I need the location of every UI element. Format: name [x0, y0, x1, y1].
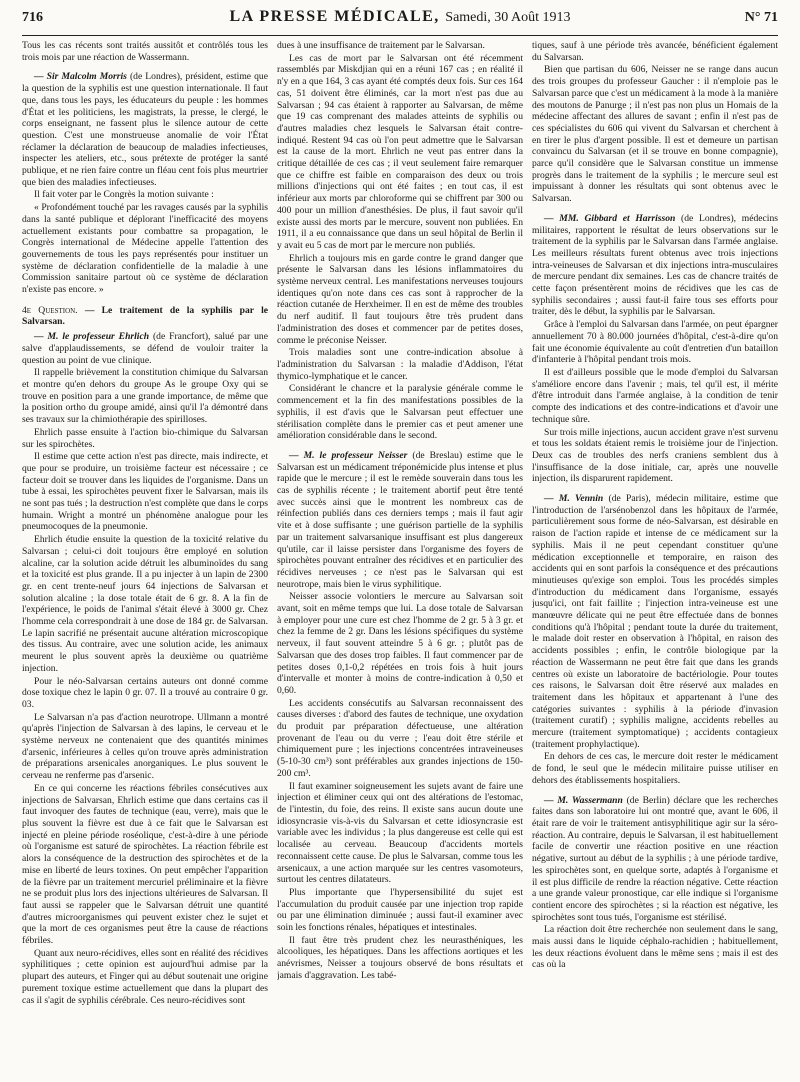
paragraph: Ehrlich passe ensuite à l'action bio-chimique du Salvarsan sur les spirochètes.	[22, 426, 268, 450]
page-number: 716	[22, 10, 43, 25]
speaker-name: — Sir Malcolm Morris	[34, 71, 127, 83]
speaker-text: (de Francfort), salué par une salve d'applaudissements, se défend de vouloir traiter la question au point de vue clinique.	[22, 331, 268, 366]
paragraph: Trois maladies sont une contre-indication absolue à l'administration du Salvarsan : la maladie d'Addison, l'état thymico-lymphatique et le cancer.	[277, 347, 523, 382]
paragraph: Il faut examiner soigneusement les sujets avant de faire une injection et éliminer ceux qui ont des altérations de l'estomac, de l'intestin, du foie, des reins. Il existe sans aucun doute une idiosyncrasie vis-à-vis du Salvarsan et cette idiosyncrasie est variable avec les individus ; la plus dangereuse est celle qui est localisée au cerveau. Beaucoup d'accidents mortels reconnaissent cette cause. De plus le Salvarsan, comme tous les arsenicaux, a une action marquée sur les centres vasomoteurs, surtout les centres dilatateurs.	[277, 780, 523, 886]
speaker-name: — M. Wassermann	[544, 794, 623, 806]
paragraph: En ce qui concerne les réactions fébriles consécutives aux injections de Salvarsan, Ehrlich estime que dans certains cas il faut invoquer des fautes de technique (eau, verre), mais que le plus souvent la fièvre est due à ce fait que le Salvarsan est injecté en pleine période roséolique, c'est-à-dire à une période où l'organisme est saturé de spirochètes. La réaction fébrile est alors la conséquence de la destruction des spirochètes et de la mise en liberté de leurs toxines. On peut empêcher l'apparition de la fièvre par un traitement mercuriel préliminaire et la fièvre ne se produit plus lors des injections ultérieures de Salvarsan. Il faut aussi se rappeler que le Salvarsan détruit une quantité d'autres microorganismes qui peuvent exister chez le sujet et que la mort de ces organismes peut être la cause de réactions fébriles.	[22, 782, 268, 947]
paragraph: Il rappelle brièvement la constitution chimique du Salvarsan et montre qu'en dehors du groupe As le groupe Oxy qui se trouve en position para a une grande importance, de même que la position ortho du groupe amidé, ainsi qu'il l'a démontré dans ses travaux sur la chimiothérapie des spirilloses.	[22, 367, 268, 426]
section-heading	[22, 305, 268, 328]
paragraph: Le Salvarsan n'a pas d'action neurotrope. Ullmann a montré qu'après l'injection de Salvarsan à des lapins, le cerveau et le système nerveux ne contenaient que des quantités minimes d'arsenic, inférieures à celles qu'on trouve après administration de préparations arsenicales anorganiques. Le plus souvent le cerveau ne renferme pas d'arsenic.	[22, 711, 268, 782]
wassermann-paragraph	[532, 795, 778, 924]
speaker-text: (de Londres), président, estime que la question de la syphilis est une question internationale. Il faut que, dans tous les pays, les éducateurs du peuple : les hommes d'État et les politiciens, les magistrats, la presse, le clergé, le corps enseignant, ne fassent plus le silence autour de cette question. C'est une monstrueuse anomalie de voir l'État réclamer la déclaration de beaucoup de maladies infectieuses, inspecter les ateliers, etc., sous prétexte de protéger la santé publique, et ne rien faire contre un fléau cent fois plus meurtrier que bien des maladies infectieuses.	[22, 71, 268, 188]
masthead	[22, 8, 778, 36]
paragraph: Grâce à l'emploi du Salvarsan dans l'armée, on peut épargner annuellement 70 à 80.000 journées d'hôpital, c'est-à-dire qu'on fait une économie équivalente au coût d'entretien d'un bataillon d'infanterie à l'hôpital pendant trois mois.	[532, 319, 778, 366]
speaker-text: (de Paris), médecin militaire, estime que l'introduction de l'arsénobenzol dans les hôpitaux de l'armée, particulièrement sous forme de néo-Salvarsan, est désirable en raison de l'action rapide et intense de ce médicament sur la syphilis. Mais il ne peut cependant constituer qu'une médication exceptionnelle et temporaire, en raison des accidents qui en sont parfois la conséquence et des précautions minutieuses qu'exige son emploi. Tous les procédés simples d'introduction du médicament dans l'organisme, essayés jusqu'ici, ont fait faillite ; l'injection intra-veineuse est une manœuvre délicate qui ne peut être effectuée dans de bonnes conditions qu'à l'hôpital ; pendant toute la durée du traitement, le malade doit rester en observation à l'hôpital, en raison des accidents possibles ; enfin, le contrôle biologique par la réaction de Wassermann ne peut être fait que dans les grands centres où existe un laboratoire de bactériologie. Pour toutes ces raisons, le Salvarsan doit être réservé aux malades en traitement dans les hôpitaux et appartenant à l'une des catégories suivantes : syphilis à la période d'invasion (traitement curatif) ; syphilis maligne, accidents rebelles au mercure (traitement symptomatique) ; accidents contagieux (traitement prophylactique).	[532, 493, 778, 750]
question-number: 4e Question.	[22, 304, 78, 316]
paragraph: Pour le néo-Salvarsan certains auteurs ont donné comme dose toxique chez le lapin 0 gr. 07. Il a trouvé au contraire 0 gr. 03.	[22, 675, 268, 710]
journal-name: LA PRESSE MÉDICALE,	[229, 8, 440, 25]
speaker-text: (de Londres), médecins militaires, rapportent le résultat de leurs observations sur le traitement de la syphilis par le Salvarsan dans l'armée anglaise. Les meilleurs résultats furent obtenus avec trois injections intra-veineuses de Salvarsan et dix injections intra-musculaires de mercure pendant dix semaines. Les cas de chancre traités de cette façon présentèrent moins de récidives que les cas de syphilis secondaires ; aussi faut-il faire tous ses efforts pour traiter, dès le début, la syphilis par le Salvarsan.	[532, 212, 778, 318]
paragraph: Il fait voter par le Congrès la motion suivante :	[34, 189, 214, 201]
paragraph: Bien que partisan du 606, Neisser ne se range dans aucun des trois groupes du professeur Gaucher : il n'emploie pas le Salvarsan parce que c'est un médicament à la mode à la manière des moutons de Panurge ; il n'est pas non plus un Homais de la médecine affectant des allures de savant ; enfin il n'est pas de ces spécialistes du 606 qui vivent du Salvarsan et cherchent à en tirer le plus d'argent possible. Il est et demeure un partisan convaincu du Salvarsan (et il se trouve en bonne compagnie), parce qu'il considère que le Salvarsan constitue un immense progrès dans le traitement de la syphilis ; le mercure seul est impuissant à donner les résultats qui sont obtenus avec le Salvarsan.	[532, 64, 778, 205]
journal-title	[82, 8, 718, 26]
paragraph: Neisser associe volontiers le mercure au Salvarsan soit avant, soit en même temps que lui. La dose totale de Salvarsan à employer pour une cure est chez l'homme de 2 gr. 5 à 3 gr. et chez la femme de 2 gr. Dans les lésions spécifiques du système nerveux, il faut souvent atteindre 5 à 6 gr. ; plutôt pas de Salvarsan que des doses trop faibles. Il faut commencer par de petites doses 0,1-0,2 répétées en trois fois à huit jours d'intervalle et monter à moins de contre-indication à 0,50 et 0,60.	[277, 591, 523, 696]
paragraph: Il faut être très prudent chez les neurasthéniques, les alcooliques, les hépatiques. Dans les affections aortiques et les anévrismes, Neisser a toujours observé de bons résultats et jamais d'aggravation. Les tabé-	[277, 934, 523, 981]
paragraph: Quant aux neuro-récidives, elles sont en réalité des récidives syphilitiques ; cette opinion est aujourd'hui admise par la plupart des auteurs, et Finger qui au début soutenait une origine purement toxique estime actuellement que dans la plupart des cas il s'agit de syphilis cérébrale. Ces neuro-récidives sont	[22, 947, 268, 1006]
question-title: — Le traitement de la syphilis par le Salvarsan.	[22, 304, 268, 328]
paragraph: Considérant le chancre et la paralysie générale comme le commencement et la fin des manifestations possibles de la syphilis, il est d'avis que le Salvarsan peut effectuer une stérilisation complète dans le premier cas et peut amener une amélioration considérable dans le second.	[277, 383, 523, 442]
speaker-name: — M. le professeur Ehrlich	[34, 331, 150, 343]
paragraph: Les cas de mort par le Salvarsan ont été récemment rassemblés par Miskdjian qui en a réuni 167 cas ; en réalité il n'y en a que 164, 3 cas ayant été comptés deux fois. Sur ces 164 cas, 51 doivent être éliminés, car la mort n'est pas due au Salvarsan ; 94 cas étaient à rapporter au Salvarsan, de même que 19 cas comprenant des malades atteints de syphilis ou d'autres maladies chez lesquels le Salvarsan était contre-indiqué. Restent 94 cas où l'on peut admettre que le Salvarsan est la cause de la mort. Ehrlich ne veut pas entrer dans la critique détaillée de ces cas ; il veut seulement faire remarquer que ce chiffre est faible en comparaison des deux ou trois millions d'injections qui ont été faites ; en tout cas, il est inférieur aux morts par chloroforme qui se chiffrent par 300 ou 400 pour un million d'anesthésies. De plus, il faut savoir qu'il existe aussi des morts par le mercure, souvent non publiées. En 1911, il a eu connaissance que dans un seul hôpital de Berlin il y avait eu 5 cas de mort par le mercure non publiés.	[277, 52, 523, 251]
paragraph: Ehrlich a toujours mis en garde contre le grand danger que présente le Salvarsan dans les lésions inflammatoires du système nerveux central. Les manifestations nerveuses toujours identiques qu'on note dans ces cas sont à rapprocher de la réaction cutanée de Herxheimer. Il en est de même des troubles du nerf auditif. Il faut toujours être très prudent dans l'administration des doses et commencer par de petites doses, comme le préconise Neisser.	[277, 252, 523, 346]
speaker-text: (de Breslau) estime que le Salvarsan est un médicament tréponémicide plus intense et plus rapide que le mercure ; il est le remède souverain dans tous les cas de syphilis récente ; le traitement abortif peut être tenté avec succès ainsi que le montrent les nombreux cas de réinfection publiés dans ces derniers temps ; mais il faut agir vite et à dose suffisante ; une guérison partielle de la syphilis par un traitement salvarsanique insuffisant est plus dangereux qu'utile, car il laisse persister dans l'organisme des foyers de spirochètes pouvant entraîner des récidives et en particulier des récidives nerveuses ; ce n'est pas le Salvarsan qui est neurotrope, mais bien le virus syphilitique.	[277, 449, 523, 590]
column-1	[22, 40, 268, 1082]
paragraph: Il estime que cette action n'est pas directe, mais indirecte, et que pour se produire, un troisième facteur est nécessaire ; ce facteur doit se trouver dans les liquides de l'organisme. Dans un tube à essai, les spirochètes peuvent fixer le Salvarsan, mais ils ne sont pas tués ; la destruction n'est complète que dans le corps humain. Wright a montré un phénomène analogue pour les pneumocoques de la pneumonie.	[22, 451, 268, 533]
motion-quote: « Profondément touché par les ravages causés par la syphilis dans la santé publique et déplorant l'inefficacité des moyens actuellement existants pour combattre sa propagation, le Congrès international de Médecine appelle l'attention des gouvernements de tous les pays représentés pour instituer un système de déclaration confidentielle de la maladie à une Commission sanitaire partout où ce système de déclaration n'existe pas encore. »	[22, 202, 268, 296]
paragraph: La réaction doit être recherchée non seulement dans le sang, mais aussi dans le liquide céphalo-rachidien ; habituellement, les deux réactions évoluent dans le même sens ; mais il est des cas où la	[532, 924, 778, 971]
morris-paragraph	[22, 71, 268, 188]
paragraph: tiques, sauf à une période très avancée, bénéficient également du Salvarsan.	[532, 40, 778, 63]
speaker-name: — M. Vennin	[544, 493, 604, 505]
vennin-paragraph	[532, 493, 778, 750]
speaker-name: — MM. Gibbard et Harrisson	[544, 212, 676, 224]
paragraph: Plus importante que l'hypersensibilité du sujet est l'accumulation du produit causée par une injection trop rapide ou par une élimination diminuée ; aussi faut-il examiner avec soin les fonctions rénales, hépatiques et intestinales.	[277, 886, 523, 934]
speaker-name: — M. le professeur Neisser	[289, 449, 408, 461]
issue-number: N° 71	[744, 10, 778, 25]
paragraph: dues à une insuffisance de traitement par le Salvarsan.	[277, 40, 485, 51]
paragraph: En dehors de ces cas, le mercure doit rester le médicament de fond, le seul que le médecin militaire puisse utiliser en dehors des établissements hospitaliers.	[532, 751, 778, 786]
speaker-text: (de Berlin) déclare que les recherches faites dans son laboratoire lui ont montré que, avant le 606, il était rare de voir le traitement antisyphilitique agir sur la séro-réaction. Au contraire, depuis le Salvarsan, il est habituellement facile de convertir une réaction positive en une réaction négative, surtout au début de la syphilis ; à une période tardive, les spirochètes sont, en quelque sorte, adaptés à l'organisme et il est plus difficile de rendre la réaction négative. Cette réaction a une grande valeur pronostique, car elle indique si l'organisme contient encore des spirochètes ; si la réaction est négative, les spirochètes sont tous tués, l'organisme est stérilisé.	[532, 794, 778, 923]
article-columns	[22, 40, 778, 1082]
paragraph: Tous les cas récents sont traités aussitôt et contrôlés tous les trois mois par une réaction de Wassermann.	[22, 40, 268, 63]
neisser-paragraph	[277, 450, 523, 590]
paragraph: Ehrlich étudie ensuite la question de la toxicité relative du Salvarsan ; celui-ci doit toujours être employé en solution alcaline, car la solution acide détruit les albuminoïdes du sang et la toxicité est plus grande. Il a pu injecter à un lapin de 2300 gr. en cent trente-neuf jours 64 injections de Salvarsan et solution alcaline ; la dose totale était de 6 gr. 8. A la fin de l'expérience, le poids de l'animal s'était élevé à 3000 gr. Chez l'homme cela correspondrait à une dose de 184 gr. de Salvarsan. Le lapin sacrifié ne présentait aucune altération microscopique des tissus. Au contraire, avec une solution acide, les animaux meurent le plus souvent après la deuxième ou quatrième injection.	[22, 534, 268, 674]
paragraph: Les accidents consécutifs au Salvarsan reconnaissent des causes diverses : d'abord des fautes de technique, une oxydation du produit par préparation défectueuse, une altération provenant de l'eau ou du verre ; l'eau doit être stérile et chimiquement pure ; les injections concentrées intraveineuses (5-10-30 cm³) sont préférables aux grandes injections de 150-200 cm³.	[277, 697, 523, 779]
gibbard-paragraph	[532, 213, 778, 318]
paragraph: Sur trois mille injections, aucun accident grave n'est survenu et tous les soldats étaient remis le troisième jour de l'injection. Deux cas de troubles des nerfs craniens semblent dus à l'insuffisance de la dose initiale, car, après une nouvelle injection, ils disparurent rapidement.	[532, 426, 778, 485]
issue-date: Samedi, 30 Août 1913	[445, 10, 571, 25]
ehrlich-paragraph	[22, 331, 268, 366]
paragraph: Il est d'ailleurs possible que le mode d'emploi du Salvarsan s'améliore encore dans l'avenir ; mais, tel qu'il est, il mérite d'être introduit dans l'armée anglaise, à la condition de tenir compte des indications et des contre-indications et d'avoir une technique sûre.	[532, 366, 778, 425]
column-2	[277, 40, 523, 1082]
column-3	[532, 40, 778, 1082]
